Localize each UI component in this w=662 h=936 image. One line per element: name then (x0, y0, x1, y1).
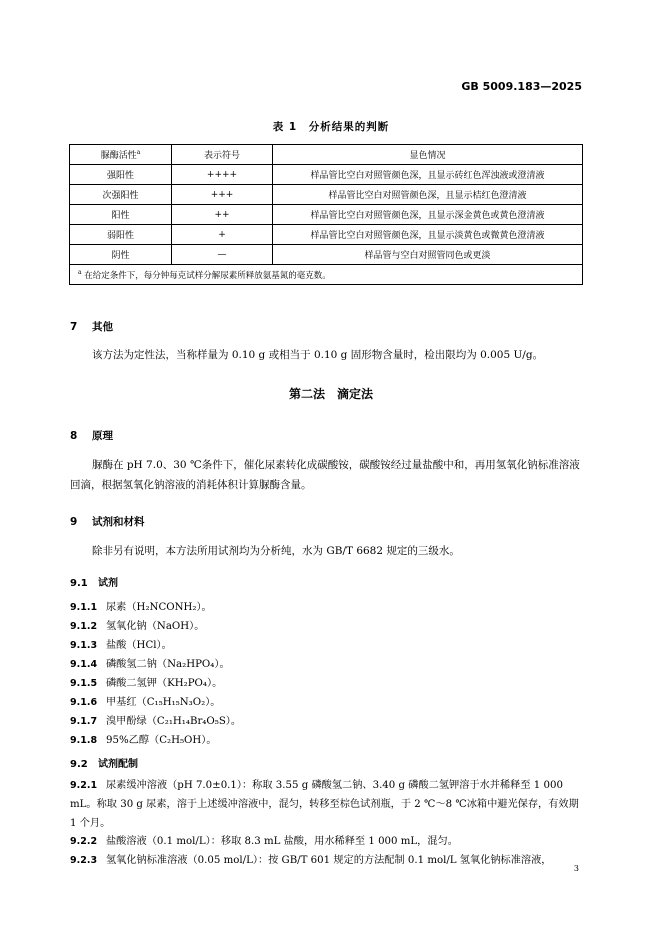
table-cell: ++ (172, 205, 273, 225)
section-7-text: 该方法为定性法，当称样量为 0.10 g 或相当于 0.10 g 固形物含量时，检出限均为 0.005 U/g。 (92, 349, 544, 361)
section-heading-9: 9 试剂和材料 (70, 516, 145, 528)
table-note-row (70, 265, 583, 285)
table-cell: 样品管比空白对照管颜色深，且显示桔红色澄清液 (273, 185, 583, 205)
table-cell: 次强阳性 (70, 185, 172, 205)
list-item: 9.2.1 尿素缓冲溶液（pH 7.0±0.1）：称取 3.55 g 磷酸氢二钠、3.40 g 磷酸二氢钾溶于水并稀释至 1 000 mL。称取 30 g 尿素，溶于上述缓冲溶液中，混匀，转移至棕色试剂瓶，于 2 ℃～8 ℃冰箱中避光保存，有效期 1 个月。 (70, 780, 579, 829)
standard-number: GB 5009.183—2025 (461, 80, 582, 93)
table-cell: +++ (172, 185, 273, 205)
list-item: 9.1.3 盐酸（HCl）。 (70, 640, 172, 651)
table-cell: 阳性 (70, 205, 172, 225)
table-cell: 样品管与空白对照管同色或更淡 (273, 245, 583, 265)
section-8-text: 脲酶在 pH 7.0、30 ℃条件下，催化尿素转化成碳酸铵，碳酸铵经过量盐酸中和，再用氢氧化钠标准溶液回滴，根据氢氧化钠溶液的消耗体积计算脲酶含量。 (70, 459, 580, 491)
section-heading-7: 7 其他 (70, 321, 113, 333)
table-cell: 弱阳性 (70, 225, 172, 245)
list-item: 9.1.6 甲基红（C₁₅H₁₅N₃O₂）。 (70, 697, 221, 708)
list-item: 9.2.3 氢氧化钠标准溶液（0.05 mol/L）：按 GB/T 601 规定的方法配制 0.1 mol/L 氢氧化钠标准溶液， (70, 855, 552, 866)
section-heading-9-1: 9.1 试剂 (70, 578, 118, 589)
table-cell: 阴性 (70, 245, 172, 265)
table-cell: 样品管比空白对照管颜色深，且显示深金黄色或黄色澄清液 (273, 205, 583, 225)
table-header-cell: 脲酶活性$^a$ (70, 145, 172, 165)
list-item: 9.2.2 盐酸溶液（0.1 mol/L）：移取 8.3 mL 盐酸，用水稀释至 1 000 mL，混匀。 (70, 836, 458, 847)
table-header-cell: 表示符号 (172, 145, 273, 165)
table-cell: + (172, 225, 273, 245)
table-cell: 强阳性 (70, 165, 172, 185)
method-title: 第二法 滴定法 (288, 387, 373, 401)
table-title: 表 1 分析结果的判断 (272, 121, 390, 133)
list-item: 9.1.4 磷酸氢二钠（Na₂HPO₄）。 (70, 659, 230, 670)
page-number: 3 (573, 864, 579, 873)
list-item: 9.1.8 95%乙醇（C₂H₅OH）。 (70, 735, 217, 746)
table-header-cell: 显色情况 (273, 145, 583, 165)
section-heading-8: 8 原理 (70, 430, 113, 442)
list-item: 9.1.5 磷酸二氢钾（KH₂PO₄）。 (70, 678, 223, 689)
table-row (70, 225, 583, 245)
table-row (70, 205, 583, 225)
table-footnote: $^a$ 在给定条件下，每分钟每克试样分解尿素所释放氨基氮的毫克数。 (70, 265, 583, 285)
table-row (70, 245, 583, 265)
table-cell: ++++ (172, 165, 273, 185)
list-item: 9.1.2 氢氧化钠（NaOH）。 (70, 621, 205, 632)
section-heading-9-2: 9.2 试剂配制 (70, 759, 138, 770)
table-cell: 样品管比空白对照管颜色深，且显示淡黄色或微黄色澄清液 (273, 225, 583, 245)
table-cell: — (172, 245, 273, 265)
result-judgement-table (69, 144, 583, 285)
table-row (70, 185, 583, 205)
table-header-row (70, 145, 583, 165)
list-item: 9.1.1 尿素（H₂NCONH₂）。 (70, 602, 212, 613)
table-row (70, 165, 583, 185)
list-item: 9.1.7 溴甲酚绿（C₂₁H₁₄Br₄O₅S）。 (70, 716, 242, 727)
table-cell: 样品管比空白对照管颜色深，且显示砖红色浑浊液或澄清液 (273, 165, 583, 185)
section-9-text: 除非另有说明，本方法所用试剂均为分析纯，水为 GB/T 6682 规定的三级水。 (92, 545, 460, 557)
